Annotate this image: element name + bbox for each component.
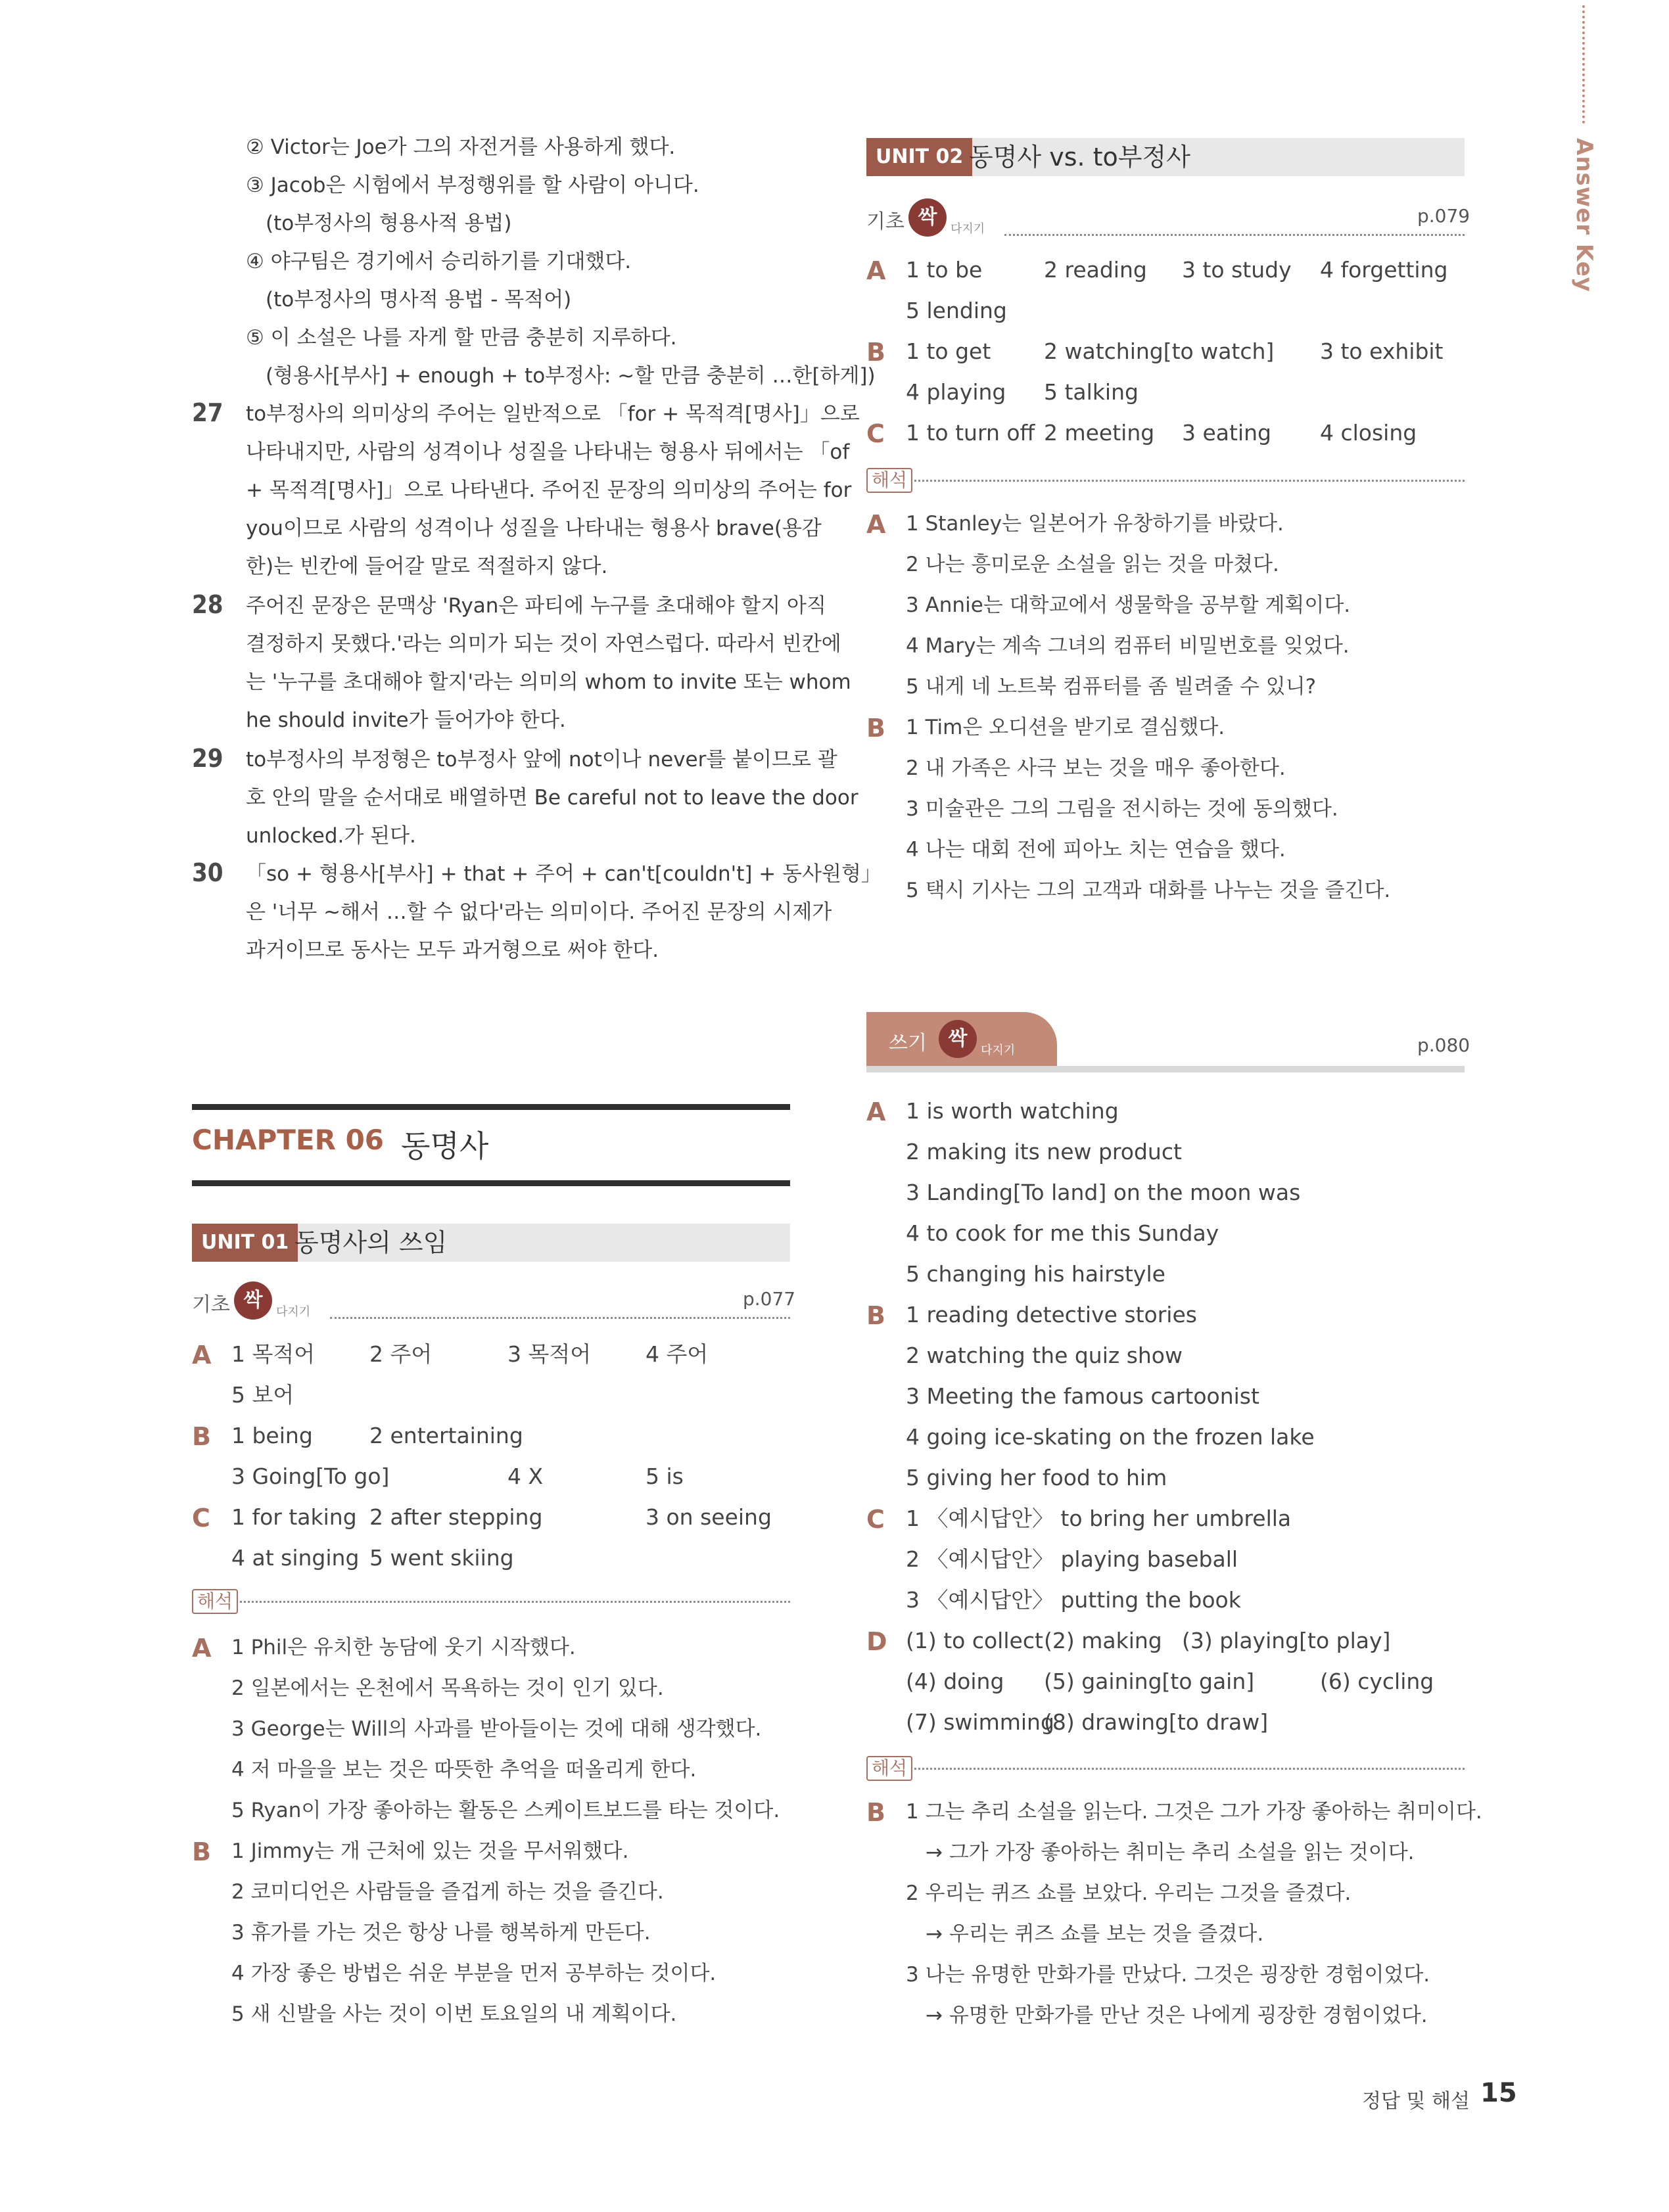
explanation-line: (to부정사의 명사적 용법 - 목적어) (266, 288, 572, 311)
translation-line: 2 나는 흥미로운 소설을 읽는 것을 마쳤다. (906, 553, 1279, 576)
side-dots (1582, 5, 1585, 124)
translation-line: 3 나는 유명한 만화가를 만났다. 그것은 굉장한 경험이었다. (906, 1963, 1430, 1987)
dotted-rule (866, 1768, 1465, 1770)
explanation-line: + 목적격[명사]」으로 나타낸다. 주어진 문장의 의미상의 주어는 for (246, 478, 852, 502)
explanation-line: ⑤ 이 소설은 나를 자게 할 만큼 충분히 지루하다. (246, 326, 677, 350)
explanation-line: 주어진 문장은 문맥상 'Ryan은 파티에 누구를 초대해야 할지 아직 (246, 594, 826, 618)
translation-line: 1 그는 추리 소설을 읽는다. 그것은 그가 가장 좋아하는 취미이다. (906, 1800, 1482, 1824)
section-label: D (866, 1627, 887, 1656)
answer-item: 4 at singing (231, 1545, 360, 1571)
translation-line: → 유명한 만화가를 만난 것은 나에게 굉장한 경험이었다. (926, 2004, 1428, 2027)
section-label: A (192, 1341, 212, 1370)
answer-item: 5 lending (906, 298, 1007, 323)
dotted-rule (192, 1601, 790, 1603)
explanation-line: 은 '너무 ~해서 …할 수 없다'라는 의미이다. 주어진 문장의 시제가 (246, 900, 832, 924)
answer-item: 1 for taking (231, 1504, 357, 1530)
page-ref: p.077 (743, 1288, 796, 1310)
translation-line: 3 휴가를 가는 것은 항상 나를 행복하게 만든다. (231, 1921, 651, 1945)
chapter-rule-bottom (192, 1180, 790, 1186)
answer-item: 1 being (231, 1423, 313, 1448)
footer-text: 정답 및 해설 (1362, 2090, 1470, 2113)
explanation-line: to부정사의 의미상의 주어는 일반적으로 「for + 목적격[명사]」으로 (246, 402, 860, 426)
explanation-line: 한)는 빈칸에 들어갈 말로 적절하지 않다. (246, 555, 608, 578)
section-label: A (866, 510, 886, 539)
translation-line: 1 Phil은 유치한 농담에 웃기 시작했다. (231, 1636, 576, 1659)
section-label: B (192, 1422, 211, 1451)
answer-item: 4 forgetting (1320, 257, 1448, 283)
section-label: B (866, 1301, 885, 1330)
answer-item: 3 Meeting the famous cartoonist (906, 1383, 1259, 1409)
translation-line: 3 George는 Will의 사과를 받아들이는 것에 대해 생각했다. (231, 1717, 762, 1741)
answer-item: 2 watching the quiz show (906, 1343, 1183, 1368)
explanation-line: ③ Jacob은 시험에서 부정행위를 할 사람이 아니다. (246, 173, 699, 197)
translation-line: 1 Stanley는 일본어가 유창하기를 바랐다. (906, 512, 1284, 536)
answer-item: (4) doing (906, 1669, 1004, 1694)
translation-line: 5 내게 네 노트북 컴퓨터를 좀 빌려줄 수 있니? (906, 675, 1317, 699)
answer-item: 1 to be (906, 257, 983, 283)
section-label: A (866, 256, 886, 285)
unit-header (192, 1224, 790, 1262)
answer-item: 2 〈예시답안〉 playing baseball (906, 1546, 1238, 1572)
question-number: 28 (192, 590, 223, 619)
translation-line: 4 Mary는 계속 그녀의 컴퓨터 비밀번호를 잊었다. (906, 634, 1350, 658)
haeseok-badge: 해석 (866, 1756, 912, 1781)
chapter-rule-top (192, 1104, 790, 1110)
answer-item: 3 Going[To go] (231, 1463, 390, 1489)
translation-line: 3 미술관은 그의 그림을 전시하는 것에 동의했다. (906, 797, 1338, 821)
answer-item: 2 after stepping (369, 1504, 543, 1530)
answer-item: 2 making its new product (906, 1139, 1182, 1164)
translation-line: 4 저 마을을 보는 것은 따뜻한 추억을 떠올리게 한다. (231, 1758, 697, 1782)
answer-item: 5 giving her food to him (906, 1465, 1167, 1490)
answer-item: (1) to collect (906, 1628, 1043, 1653)
explanation-line: (형용사[부사] + enough + to부정사: ~할 만큼 충분히 …한[하게]) (266, 364, 876, 388)
explanation-line: (to부정사의 형용사적 용법) (266, 212, 512, 235)
answer-item: 5 is (646, 1463, 684, 1489)
answer-item: 5 talking (1044, 379, 1139, 405)
answer-item: 2 entertaining (369, 1423, 523, 1448)
answer-item: (5) gaining[to gain] (1044, 1669, 1255, 1694)
translation-line: 5 Ryan이 가장 좋아하는 활동은 스케이트보드를 타는 것이다. (231, 1799, 780, 1822)
unit-header (866, 138, 1465, 176)
answer-item: 3 Landing[To land] on the moon was (906, 1180, 1301, 1205)
answer-item: 5 changing his hairstyle (906, 1261, 1165, 1287)
explanation-line: he should invite가 들어가야 한다. (246, 708, 566, 732)
translation-line: 4 가장 좋은 방법은 쉬운 부분을 먼저 공부하는 것이다. (231, 1962, 717, 1985)
chapter-title: 동명사 (401, 1128, 489, 1164)
answer-item: 2 reading (1044, 257, 1147, 283)
section-label: B (866, 338, 885, 367)
explanation-line: ② Victor는 Joe가 그의 자전거를 사용하게 했다. (246, 135, 676, 159)
section-label: B (866, 714, 885, 743)
answer-item: 3 to study (1182, 257, 1292, 283)
answer-item: (7) swimming (906, 1709, 1054, 1735)
answer-item: (2) making (1044, 1628, 1162, 1653)
answer-item: 3 on seeing (646, 1504, 772, 1530)
section-label: B (192, 1837, 211, 1866)
section-label: C (192, 1504, 210, 1532)
explanation-line: ④ 야구팀은 경기에서 승리하기를 기대했다. (246, 250, 632, 273)
explanation-line: unlocked.가 된다. (246, 824, 416, 848)
unit-badge: UNIT 01 (192, 1224, 298, 1262)
ssak-circle: 싹 (234, 1281, 272, 1320)
side-answer-key-label: Answer Key (1571, 138, 1597, 292)
haeseok-badge: 해석 (192, 1589, 238, 1614)
answer-item: 2 주어 (369, 1341, 433, 1367)
answer-item: (3) playing[to play] (1182, 1628, 1391, 1653)
explanation-line: 과거이므로 동사는 모두 과거형으로 써야 한다. (246, 938, 659, 962)
dotted-rule (330, 1317, 790, 1319)
translation-line: → 그가 가장 좋아하는 취미는 추리 소설을 읽는 것이다. (926, 1841, 1415, 1864)
page-number: 15 (1480, 2078, 1517, 2108)
dagi-label: 다지기 (981, 1044, 1016, 1057)
kiso-label: 기초 (866, 210, 905, 233)
section-label: A (866, 1097, 886, 1126)
answer-item: 3 목적어 (507, 1341, 592, 1367)
explanation-line: you이므로 사람의 성격이나 성질을 나타내는 형용사 brave(용감 (246, 517, 822, 540)
unit-title: 동명사 vs. to부정사 (969, 143, 1190, 172)
answer-item: 5 went skiing (369, 1545, 514, 1571)
explanation-line: to부정사의 부정형은 to부정사 앞에 not이나 never를 붙이므로 괄 (246, 748, 837, 772)
answer-item: 4 going ice-skating on the frozen lake (906, 1424, 1315, 1450)
ssak-circle: 싹 (908, 198, 947, 237)
answer-item: 1 〈예시답안〉 to bring her umbrella (906, 1506, 1292, 1531)
dagi-label: 다지기 (276, 1305, 311, 1319)
dagi-label: 다지기 (951, 222, 985, 236)
translation-line: 1 Tim은 오디션을 받기로 결심했다. (906, 716, 1225, 739)
dotted-rule (1004, 234, 1465, 236)
sseugi-rule (866, 1066, 1465, 1072)
translation-line: 5 택시 기사는 그의 고객과 대화를 나누는 것을 즐긴다. (906, 879, 1391, 902)
explanation-line: 결정하지 못했다.'라는 의미가 되는 것이 자연스럽다. 따라서 빈칸에 (246, 632, 841, 656)
question-number: 29 (192, 744, 223, 773)
translation-line: 2 코미디언은 사람들을 즐겁게 하는 것을 즐긴다. (231, 1880, 664, 1904)
haeseok-badge: 해석 (866, 468, 912, 493)
sseugi-label: 쓰기 (889, 1032, 927, 1055)
chapter-label: CHAPTER 06 (192, 1124, 385, 1156)
explanation-line: 는 '누구를 초대해야 할지'라는 의미의 whom to invite 또는 whom (246, 670, 851, 694)
translation-line: 2 우리는 퀴즈 쇼를 보았다. 우리는 그것을 즐겼다. (906, 1881, 1352, 1905)
answer-item: 1 목적어 (231, 1341, 316, 1367)
section-label: C (866, 1505, 885, 1534)
answer-item: 3 to exhibit (1320, 338, 1444, 364)
answer-item: 1 is worth watching (906, 1098, 1119, 1124)
dotted-rule (866, 480, 1465, 482)
answer-item: (8) drawing[to draw] (1044, 1709, 1269, 1735)
translation-line: 5 새 신발을 사는 것이 이번 토요일의 내 계획이다. (231, 2002, 677, 2026)
question-number: 27 (192, 398, 223, 427)
translation-line: 1 Jimmy는 개 근처에 있는 것을 무서워했다. (231, 1839, 629, 1863)
answer-item: 4 X (507, 1463, 544, 1489)
unit-badge: UNIT 02 (866, 138, 972, 176)
answer-item: 1 to turn off (906, 420, 1035, 446)
page-ref: p.079 (1417, 205, 1470, 227)
answer-item: 3 〈예시답안〉 putting the book (906, 1587, 1241, 1613)
answer-item: 5 보어 (231, 1382, 294, 1408)
explanation-line: 나타내지만, 사람의 성격이나 성질을 나타내는 형용사 뒤에서는 「of (246, 440, 850, 464)
section-label: B (866, 1798, 885, 1827)
page-ref: p.080 (1417, 1034, 1470, 1056)
answer-item: 4 주어 (646, 1341, 709, 1367)
answer-item: 2 meeting (1044, 420, 1155, 446)
answer-item: 1 to get (906, 338, 991, 364)
explanation-line: 「so + 형용사[부사] + that + 주어 + can't[couldn't] + 동사원형」 (246, 862, 882, 886)
section-label: C (866, 419, 885, 448)
translation-line: 3 Annie는 대학교에서 생물학을 공부할 계획이다. (906, 593, 1351, 617)
answer-item: 2 watching[to watch] (1044, 338, 1275, 364)
answer-item: (6) cycling (1320, 1669, 1434, 1694)
unit-title: 동명사의 쓰임 (294, 1228, 448, 1257)
translation-line: 4 나는 대회 전에 피아노 치는 연습을 했다. (906, 838, 1286, 862)
answer-item: 1 reading detective stories (906, 1302, 1197, 1327)
answer-item: 3 eating (1182, 420, 1271, 446)
answer-item: 4 to cook for me this Sunday (906, 1220, 1219, 1246)
translation-line: 2 내 가족은 사극 보는 것을 매우 좋아한다. (906, 756, 1286, 780)
translation-line: 2 일본에서는 온천에서 목욕하는 것이 인기 있다. (231, 1676, 664, 1700)
section-label: A (192, 1634, 212, 1663)
kiso-label: 기초 (192, 1293, 230, 1316)
ssak-circle: 싹 (939, 1020, 977, 1058)
explanation-line: 호 안의 말을 순서대로 배열하면 Be careful not to leave the door (246, 786, 858, 810)
answer-item: 4 playing (906, 379, 1006, 405)
answer-item: 4 closing (1320, 420, 1417, 446)
translation-line: → 우리는 퀴즈 쇼를 보는 것을 즐겼다. (926, 1922, 1264, 1946)
question-number: 30 (192, 858, 223, 887)
